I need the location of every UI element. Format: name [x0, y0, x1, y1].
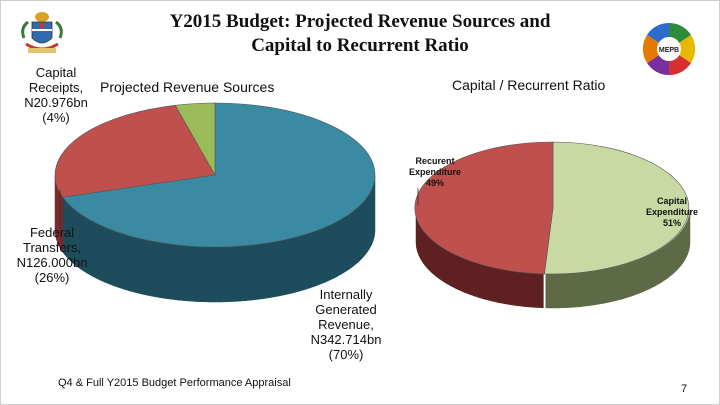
revenue-pie-title: Projected Revenue Sources	[100, 79, 275, 95]
label-recurrent-expenditure: Recurent Expenditure 49%	[408, 156, 461, 188]
revenue-pie	[55, 103, 375, 302]
label-capital-receipts: Capital Receipts, N20.976bn (4%)	[24, 65, 88, 125]
slide-title-line-1: Y2015 Budget: Projected Revenue Sources and	[169, 11, 551, 32]
label-internally-generated-revenue: Internally Generated Revenue, N342.714bn (70%)	[310, 287, 382, 362]
footer-text: Q4 & Full Y2015 Budget Performance Appraisal	[58, 377, 291, 389]
ratio-pie-title: Capital / Recurrent Ratio	[452, 77, 606, 93]
mepb-logo-text: MEPB	[658, 47, 680, 54]
slide-title-line-2: Capital to Recurrent Ratio	[251, 35, 469, 56]
page-number: 7	[681, 383, 688, 395]
label-capital-expenditure: Capital Expenditure 51%	[645, 196, 698, 228]
label-federal-transfers: Federal Transfers, N126.000bn (26%)	[16, 225, 88, 285]
